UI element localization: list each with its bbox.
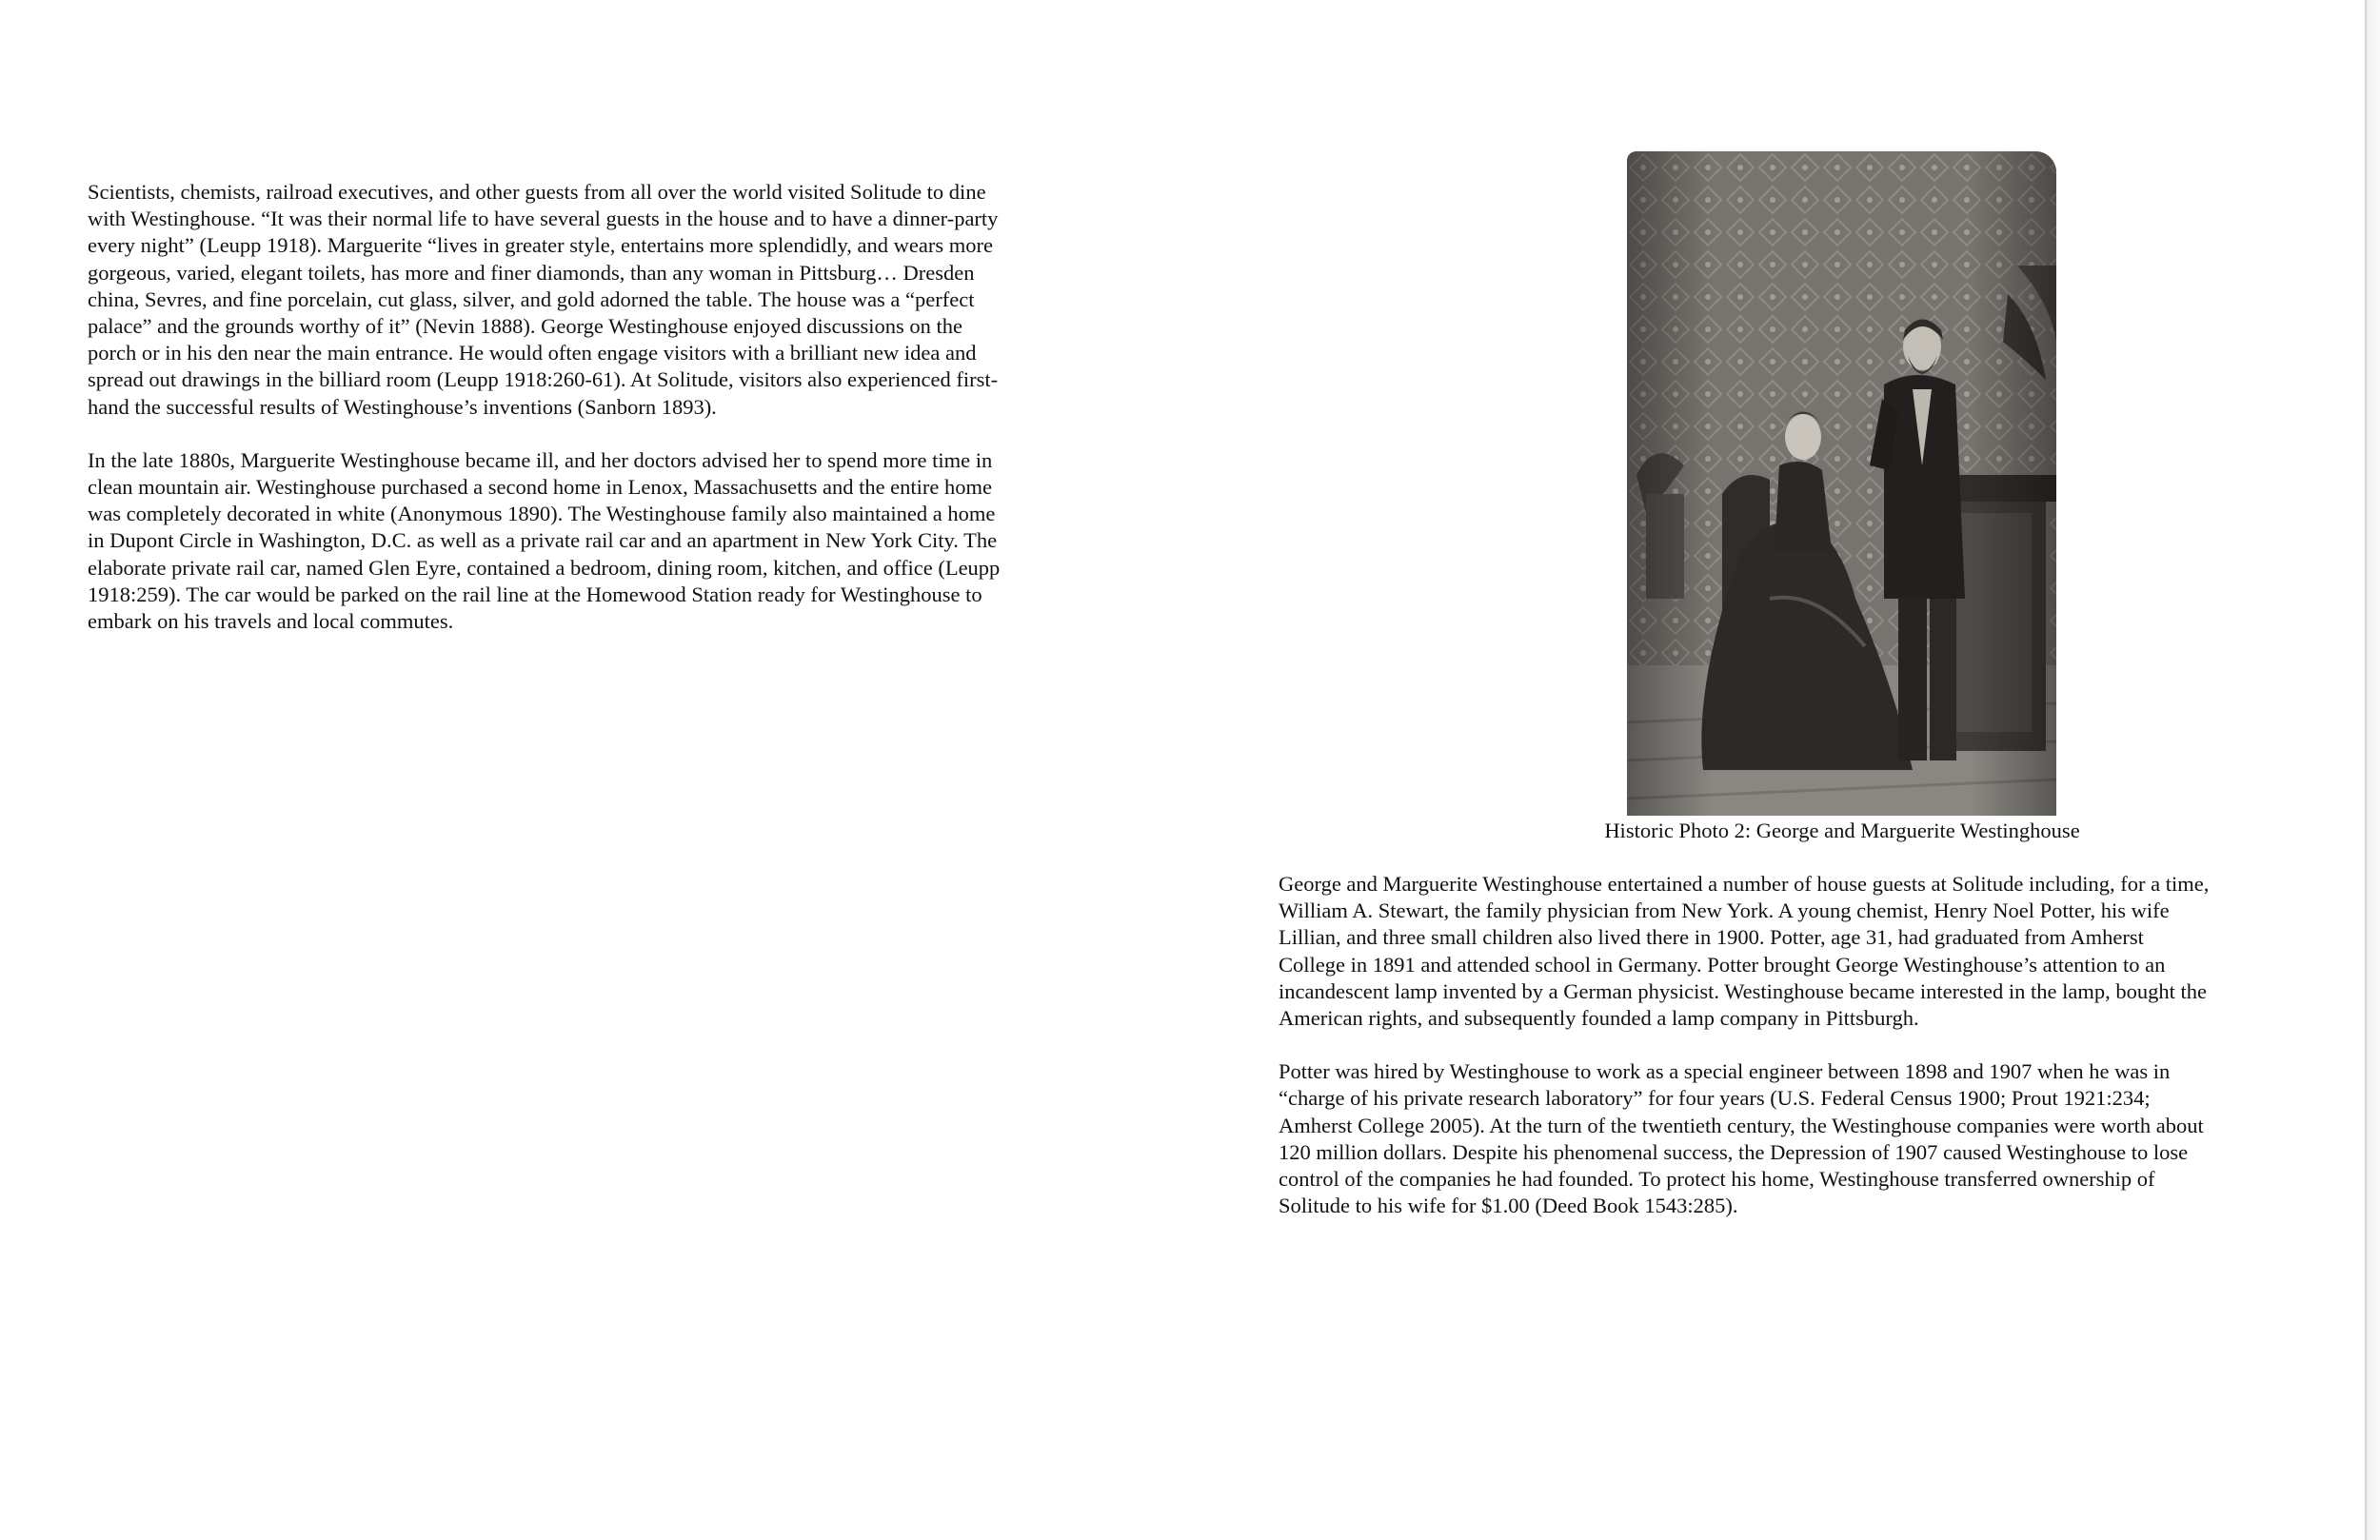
right-paragraph-2: Potter was hired by Westinghouse to work as a special engineer between 1898 and 1907 when he was in “charge of his private research laboratory” for four years (U.S. Federal Census 1900; Prout 1921:234; Amherst College 2005). At the turn of the twentieth century, the Westinghouse companies were worth about 120 million dollars. Despite his phenomenal success, the Depression of 1907 caused Westinghouse to lose control of the companies he had founded. To protect his home, Westinghouse transferred ownership of Solitude to his wife for $1.00 (Deed Book 1543:285).	[1279, 1059, 2204, 1218]
photo-caption: Historic Photo 2: George and Marguerite Westinghouse	[1604, 819, 2080, 842]
historic-photo-illustration	[1627, 151, 2056, 816]
left-paragraph-1: Scientists, chemists, railroad executives, and other guests from all over the world visited Solitude to dine with Westinghouse. “It was their normal life to have several guests in the house and to have a dinner-party every night” (Leupp 1918). Marguerite “lives in greater style, entertains more splendidly, and wears more gorgeous, varied, elegant toilets, has more and finer diamonds, than any woman in Pittsburg… Dresden china, Sevres, and fine porcelain, cut glass, silver, and gold adorned the table. The house was a “perfect palace” and the grounds worthy of it” (Nevin 1888). George Westinghouse enjoyed discussions on the porch or in his den near the main entrance. He would often engage visitors with a brilliant new idea and spread out drawings in the billiard room (Leupp 1918:260-61). At Solitude, visitors also experienced first-hand the successful results of Westinghouse’s inventions (Sanborn 1893).	[88, 180, 999, 419]
left-paragraph-2: In the late 1880s, Marguerite Westinghouse became ill, and her doctors advised her to spend more time in clean mountain air. Westinghouse purchased a second home in Lenox, Massachusetts and the entire home was completely decorated in white (Anonymous 1890). The Westinghouse family also maintained a home in Dupont Circle in Washington, D.C. as well as a private rail car and an apartment in New York City. The elaborate private rail car, named Glen Eyre, contained a bedroom, dining room, kitchen, and office (Leupp 1918:259). The car would be parked on the rail line at the Homewood Station ready for Westinghouse to embark on his travels and local commutes.	[88, 447, 1001, 634]
page-edge-shadow	[2367, 0, 2380, 1540]
right-paragraph-1: George and Marguerite Westinghouse entertained a number of house guests at Solitude including, for a time, William A. Stewart, the family physician from New York. A young chemist, Henry Noel Potter, his wife Lillian, and three small children also lived there in 1900. Potter, age 31, had graduated from Amherst College in 1891 and attended school in Germany. Potter brought George Westinghouse’s attention to an incandescent lamp invented by a German physicist. Westinghouse became interested in the lamp, bought the American rights, and subsequently founded a lamp company in Pittsburgh.	[1279, 872, 2210, 1031]
left-text-column	[88, 179, 1013, 661]
right-text-column	[1279, 871, 2211, 1246]
historic-photo	[1627, 151, 2056, 816]
